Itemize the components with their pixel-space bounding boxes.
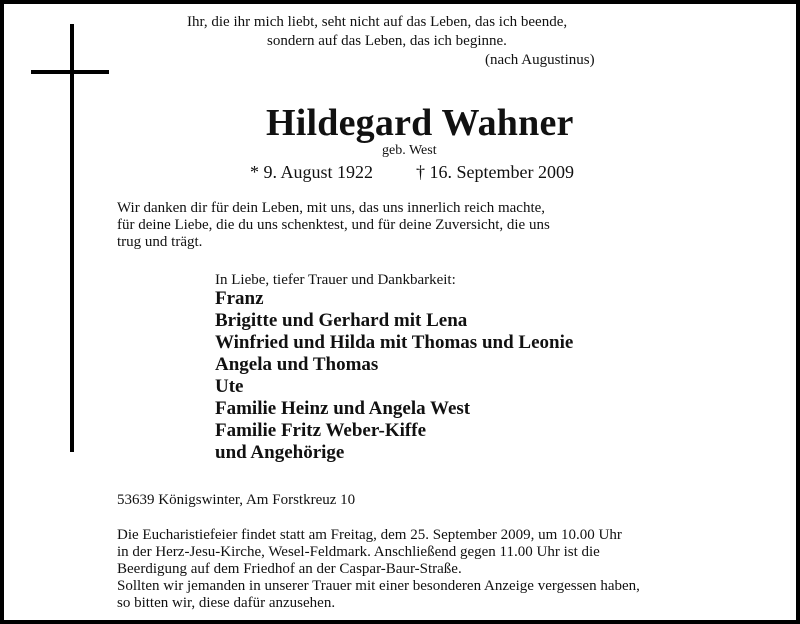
death-date: † 16. September 2009 [416, 162, 574, 182]
notice-line-2: in der Herz-Jesu-Kirche, Wesel-Feldmark. Anschließend gegen 11.00 Uhr ist die [117, 544, 600, 560]
deceased-name: Hildegard Wahner [266, 102, 574, 144]
quote-line-1: Ihr, die ihr mich liebt, seht nicht auf das Leben, das ich beende, [187, 14, 568, 30]
mourner-line: Familie Fritz Weber-Kiffe [215, 420, 427, 441]
mourner-line: Ute [215, 376, 244, 397]
thanks-line-3: trug und trägt. [117, 234, 203, 250]
mourner-line: Brigitte und Gerhard mit Lena [215, 310, 468, 331]
notice-line-4: Sollten wir jemanden in unserer Trauer mit einer besonderen Anzeige vergessen haben, [117, 578, 640, 594]
thanks-line-2: für deine Liebe, die du uns schenktest, und für deine Zuversicht, die uns [117, 217, 550, 233]
thanks-line-1: Wir danken dir für dein Leben, mit uns, das uns innerlich reich machte, [117, 200, 546, 216]
cross-icon-bar [31, 70, 109, 74]
mourners-intro: In Liebe, tiefer Trauer und Dankbarkeit: [215, 272, 456, 288]
maiden-name: geb. West [382, 143, 437, 158]
mourner-line: Familie Heinz und Angela West [215, 398, 471, 419]
quote-line-2: sondern auf das Leben, das ich beginne. [267, 33, 507, 49]
mourner-line: und Angehörige [215, 442, 345, 463]
mourner-line: Franz [215, 288, 264, 309]
obituary-notice [4, 4, 796, 620]
notice-line-5: so bitten wir, diese dafür anzusehen. [117, 595, 336, 611]
notice-line-1: Die Eucharistiefeier findet statt am Freitag, dem 25. September 2009, um 10.00 Uhr [117, 527, 622, 543]
mourner-line: Angela und Thomas [215, 354, 379, 375]
address: 53639 Königswinter, Am Forstkreuz 10 [117, 492, 356, 508]
mourner-line: Winfried und Hilda mit Thomas und Leonie [215, 332, 574, 353]
quote-attribution: (nach Augustinus) [485, 52, 595, 68]
notice-line-3: Beerdigung auf dem Friedhof an der Caspar-Baur-Straße. [117, 561, 462, 577]
birth-date: * 9. August 1922 [250, 162, 374, 182]
cross-icon [70, 24, 74, 452]
